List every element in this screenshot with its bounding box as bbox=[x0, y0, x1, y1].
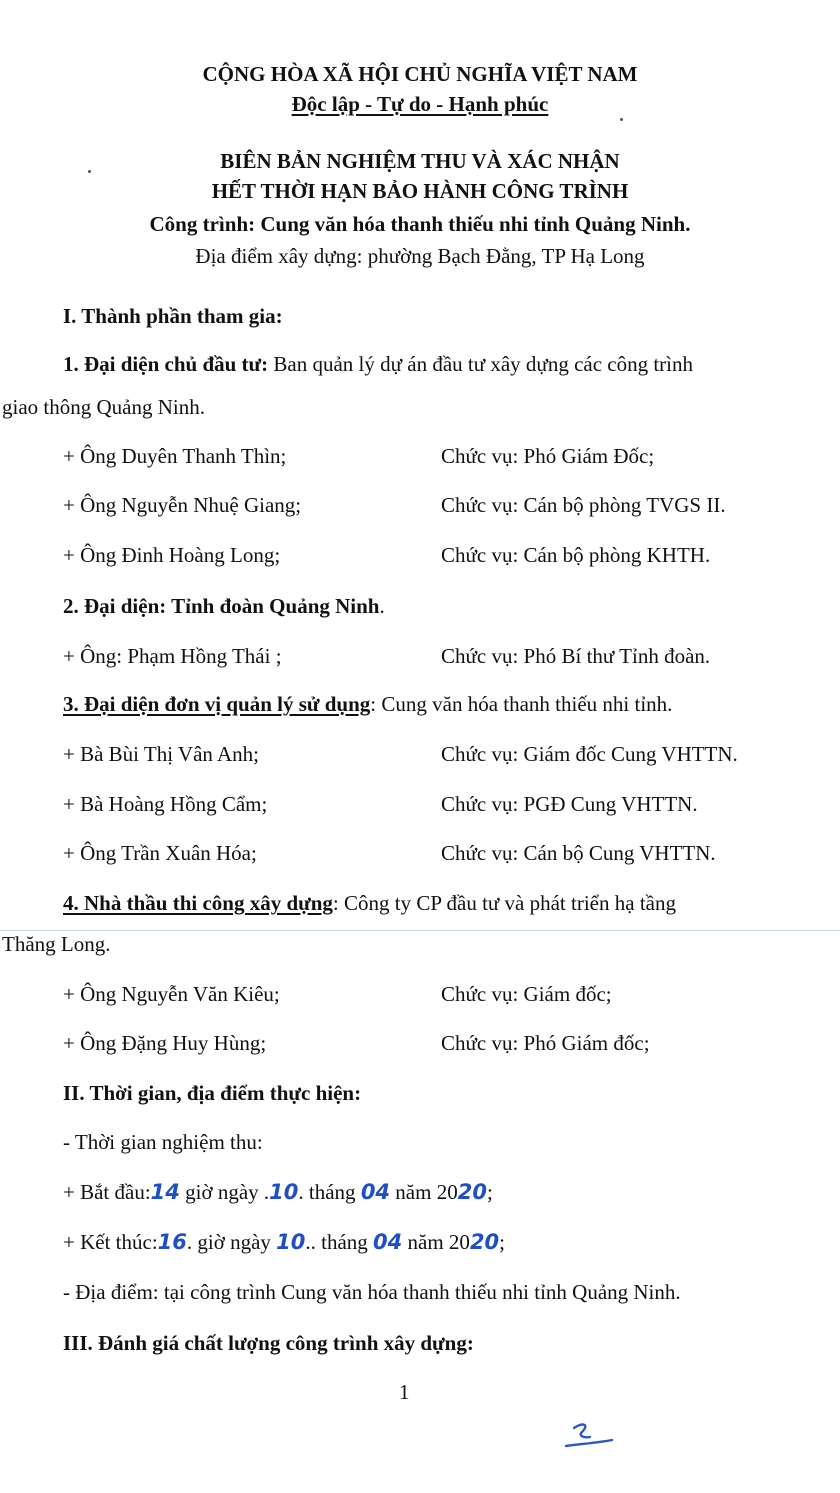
start-mid3: năm 20 bbox=[390, 1180, 458, 1204]
country-name: CỘNG HÒA XÃ HỘI CHỦ NGHĨA VIỆT NAM bbox=[202, 62, 638, 86]
signature-initials-icon bbox=[560, 1418, 620, 1458]
group1-text-cont: giao thông Quảng Ninh. bbox=[2, 395, 205, 419]
end-prefix: + Kết thúc: bbox=[63, 1230, 158, 1254]
project-name: Công trình: Cung văn hóa thanh thiếu nhi tỉnh Quảng Ninh. bbox=[149, 212, 691, 236]
member-position: Chức vụ: PGĐ Cung VHTTN. bbox=[441, 792, 698, 816]
handwritten-hour: 16 bbox=[157, 1230, 187, 1254]
scan-speck bbox=[620, 118, 623, 121]
group4-text: : Công ty CP đầu tư và phát triển hạ tầng bbox=[332, 891, 676, 915]
end-time bbox=[63, 1232, 505, 1253]
handwritten-year: 20 bbox=[457, 1180, 487, 1204]
start-mid1: giờ ngày . bbox=[179, 1180, 270, 1204]
section1-heading: I. Thành phần tham gia: bbox=[63, 304, 283, 328]
member-name: + Ông Nguyễn Văn Kiêu; bbox=[63, 982, 280, 1006]
scan-artifact-line bbox=[0, 930, 840, 931]
member-name: + Ông Nguyễn Nhuệ Giang; bbox=[63, 493, 302, 517]
member-name: + Bà Bùi Thị Vân Anh; bbox=[63, 742, 259, 766]
section3-heading: III. Đánh giá chất lượng công trình xây dựng: bbox=[63, 1331, 474, 1355]
handwritten-day: 10 bbox=[269, 1180, 299, 1204]
group4-text-cont: Thăng Long. bbox=[2, 932, 111, 956]
member-name: + Ông Duyên Thanh Thìn; bbox=[63, 444, 287, 468]
start-end: ; bbox=[486, 1180, 493, 1204]
group1-intro bbox=[63, 354, 693, 375]
member-position: Chức vụ: Giám đốc Cung VHTTN. bbox=[441, 742, 738, 766]
member-name: + Ông Đinh Hoàng Long; bbox=[63, 543, 281, 567]
motto: Độc lập - Tự do - Hạnh phúc bbox=[291, 92, 549, 116]
end-mid3: năm 20 bbox=[402, 1230, 470, 1254]
doc-title-line2: HẾT THỜI HẠN BẢO HÀNH CÔNG TRÌNH bbox=[211, 179, 629, 203]
member-name: + Bà Hoàng Hồng Cẩm; bbox=[63, 792, 268, 816]
section2-heading: II. Thời gian, địa điểm thực hiện: bbox=[63, 1081, 362, 1105]
doc-title-line1: BIÊN BẢN NGHIỆM THU VÀ XÁC NHẬN bbox=[220, 149, 620, 173]
end-mid2: .. tháng bbox=[305, 1230, 374, 1254]
inspection-place: - Địa điểm: tại công trình Cung văn hóa thanh thiếu nhi tỉnh Quảng Ninh. bbox=[63, 1280, 681, 1304]
time-label: - Thời gian nghiệm thu: bbox=[63, 1130, 263, 1154]
member-position: Chức vụ: Cán bộ phòng KHTH. bbox=[441, 543, 711, 567]
member-name: + Ông: Phạm Hồng Thái ; bbox=[63, 644, 282, 668]
page-number: 1 bbox=[399, 1380, 410, 1404]
member-position: Chức vụ: Phó Giám đốc; bbox=[441, 1031, 650, 1055]
handwritten-year: 20 bbox=[469, 1230, 500, 1254]
member-name: + Ông Trần Xuân Hóa; bbox=[63, 841, 257, 865]
group3-intro bbox=[63, 694, 672, 715]
group3-text: : Cung văn hóa thanh thiếu nhi tỉnh. bbox=[370, 692, 673, 716]
handwritten-hour: 14 bbox=[150, 1180, 180, 1204]
project-location: Địa điểm xây dựng: phường Bạch Đằng, TP Hạ Long bbox=[195, 244, 645, 268]
group4-label: 4. Nhà thầu thi công xây dựng bbox=[63, 891, 333, 915]
member-position: Chức vụ: Phó Giám Đốc; bbox=[441, 444, 655, 468]
handwritten-month: 04 bbox=[373, 1230, 403, 1254]
start-time bbox=[63, 1182, 493, 1203]
member-name: + Ông Đặng Huy Hùng; bbox=[63, 1031, 267, 1055]
group3-label: 3. Đại diện đơn vị quản lý sử dụng bbox=[63, 692, 371, 716]
start-mid2: . tháng bbox=[298, 1180, 361, 1204]
end-mid1: . giờ ngày bbox=[186, 1230, 277, 1254]
group2-end: . bbox=[379, 594, 385, 618]
group1-label: 1. Đại diện chủ đầu tư: bbox=[63, 352, 269, 376]
member-position: Chức vụ: Phó Bí thư Tỉnh đoàn. bbox=[441, 644, 711, 668]
group2-intro bbox=[63, 596, 385, 617]
end-end: ; bbox=[499, 1230, 506, 1254]
group4-intro bbox=[63, 893, 676, 914]
start-prefix: + Bắt đầu: bbox=[63, 1180, 151, 1204]
handwritten-day: 10 bbox=[276, 1230, 306, 1254]
member-position: Chức vụ: Cán bộ Cung VHTTN. bbox=[441, 841, 716, 865]
handwritten-month: 04 bbox=[360, 1180, 391, 1204]
group1-text: Ban quản lý dự án đầu tư xây dựng các công trình bbox=[268, 352, 694, 376]
group2-label: 2. Đại diện: Tỉnh đoàn Quảng Ninh bbox=[63, 594, 380, 618]
member-position: Chức vụ: Cán bộ phòng TVGS II. bbox=[441, 493, 726, 517]
member-position: Chức vụ: Giám đốc; bbox=[441, 982, 612, 1006]
